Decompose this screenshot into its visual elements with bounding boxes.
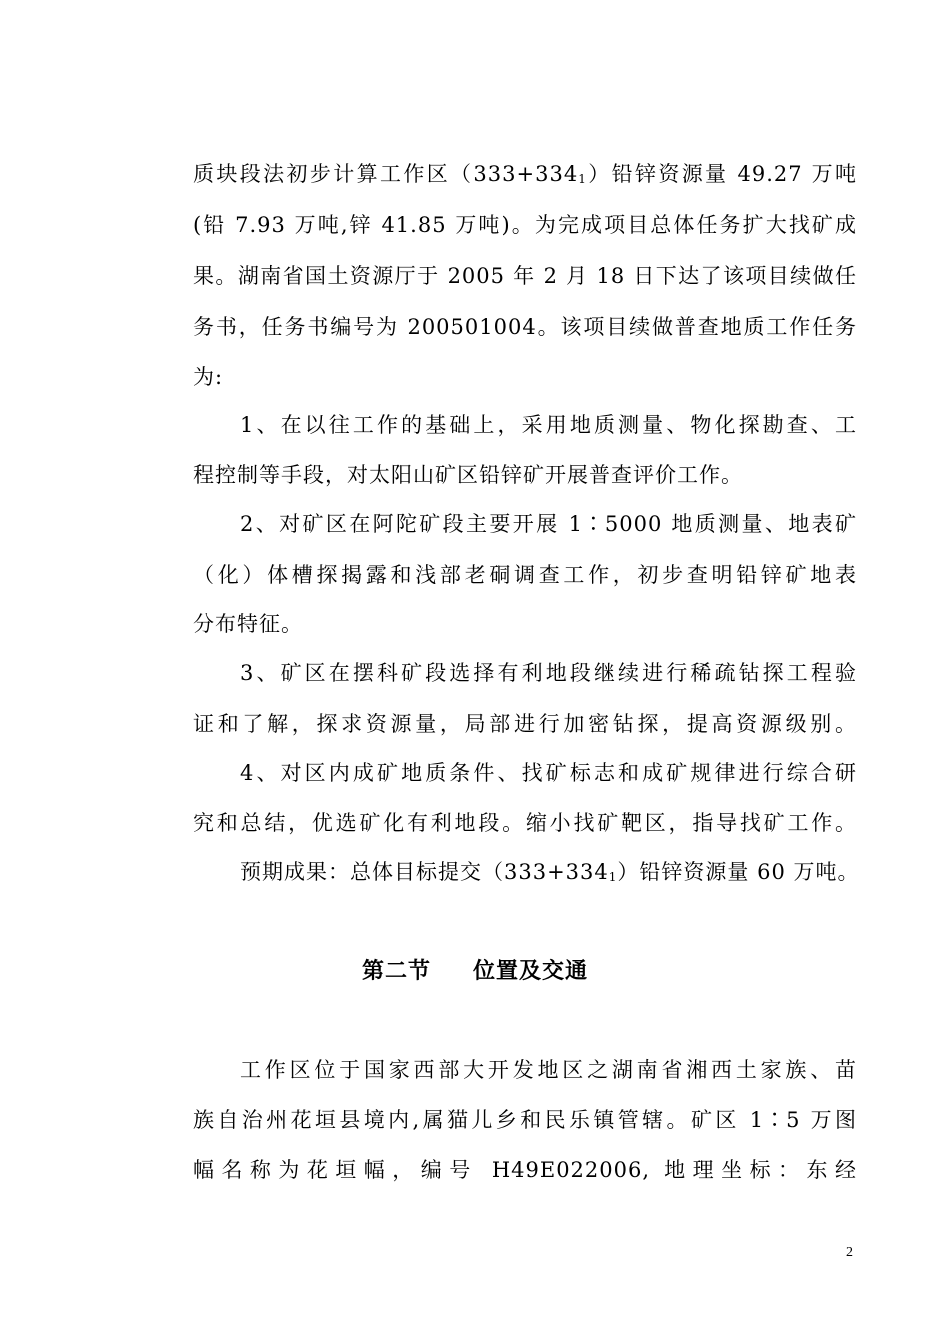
paragraph-line: 工作区位于国家西部大开发地区之湖南省湘西土家族、苗 <box>240 1058 857 1082</box>
paragraph-line: 幅名称为花垣幅，编号 H49E022006, 地理坐标：东经 <box>193 1158 857 1182</box>
list-item-line: 究和总结，优选矿化有利地段。缩小找矿靶区，指导找矿工作。 <box>193 811 857 835</box>
paragraph-line <box>193 159 857 189</box>
paragraph-line: (铅 7.93 万吨,锌 41.85 万吨)。为完成项目总体任务扩大找矿成 <box>193 213 857 237</box>
expected-results-line <box>240 857 860 887</box>
list-item-line: 程控制等手段，对太阳山矿区铅锌矿开展普查评价工作。 <box>193 463 743 487</box>
subscript: 1 <box>608 870 618 884</box>
paragraph-line: 果。湖南省国土资源厅于 2005 年 2 月 18 日下达了该项目续做任 <box>193 264 857 288</box>
list-item-line: 4、对区内成矿地质条件、找矿标志和成矿规律进行综合研 <box>240 761 857 785</box>
page-number: 2 <box>846 1245 853 1260</box>
paragraph-line: 族自治州花垣县境内,属猫儿乡和民乐镇管辖。矿区 1∶5 万图 <box>193 1108 857 1132</box>
list-item-line: 分布特征。 <box>193 612 303 636</box>
list-item-line: 1、在以往工作的基础上，采用地质测量、物化探勘查、工 <box>240 413 857 437</box>
text-segment: ）铅锌资源量 49.27 万吨 <box>586 162 858 186</box>
paragraph-line: 务书，任务书编号为 200501004。该项目续做普查地质工作任务 <box>193 315 857 339</box>
list-item-line: 3、矿区在摆科矿段选择有利地段继续进行稀疏钻探工程验 <box>240 661 857 685</box>
section-heading <box>0 957 950 987</box>
list-item-line: （化）体槽探揭露和浅部老硐调查工作，初步查明铅锌矿地表 <box>193 563 857 587</box>
list-item-line: 证和了解，探求资源量，局部进行加密钻探，提高资源级别。 <box>193 712 857 736</box>
text-segment: 预期成果：总体目标提交（333+334 <box>240 860 609 884</box>
section-number: 第二节 <box>361 959 431 984</box>
paragraph-line: 为: <box>193 365 224 389</box>
subscript: 1 <box>578 172 587 186</box>
section-title: 位置及交通 <box>473 959 589 984</box>
text-segment: ）铅锌资源量 60 万吨。 <box>617 860 860 884</box>
list-item-line: 2、对矿区在阿陀矿段主要开展 1∶5000 地质测量、地表矿 <box>240 512 857 536</box>
text-segment: 质块段法初步计算工作区（333+334 <box>193 162 579 186</box>
